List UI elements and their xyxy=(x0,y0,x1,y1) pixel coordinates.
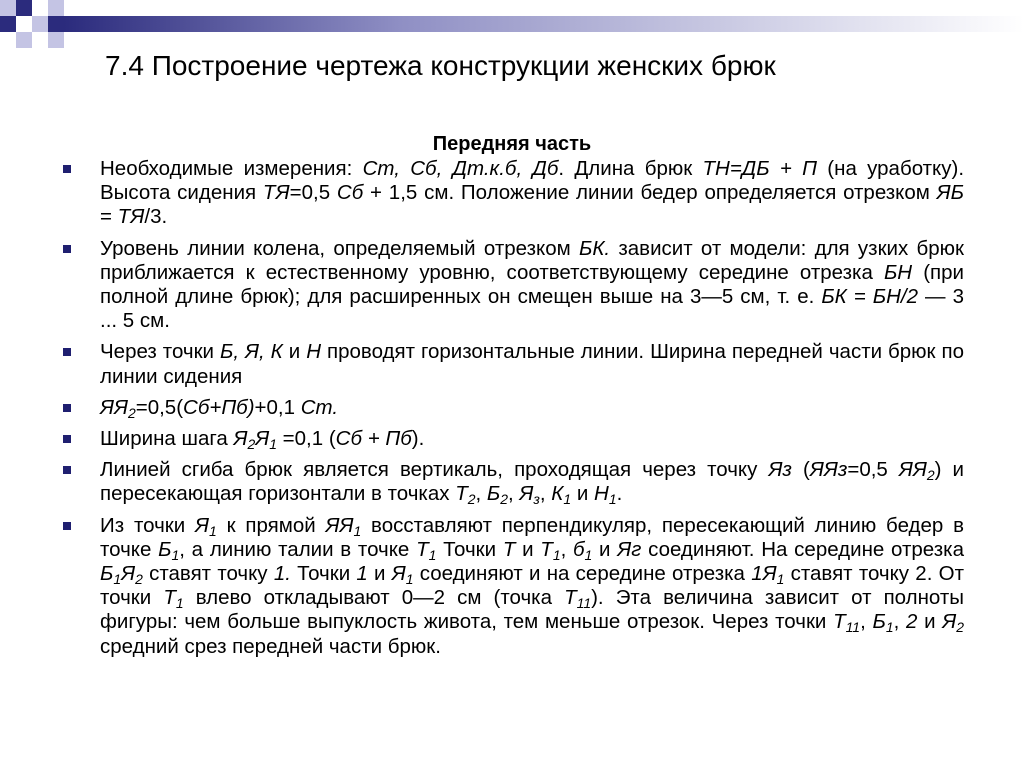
text-run: , а линию талии в точке xyxy=(179,537,417,561)
decor-square xyxy=(16,0,32,16)
subscript-run: 1 xyxy=(208,522,217,539)
text-run: и xyxy=(592,537,618,561)
text-run: Линией сгиба брюк является вертикаль, проходящая через точку xyxy=(100,458,769,482)
bullet-square-icon xyxy=(63,165,71,173)
bullet-item xyxy=(62,237,964,334)
text-run: Н xyxy=(306,340,322,364)
text-run: Я xyxy=(195,513,209,537)
text-run: . Длина брюк xyxy=(558,157,703,180)
text-run: ЯЯ xyxy=(325,513,354,537)
bullet-square-icon xyxy=(63,348,71,356)
text-run: соединяют. На середине отрезка xyxy=(641,537,964,561)
text-run: =0,5 xyxy=(289,181,337,205)
text-run: , xyxy=(475,482,487,506)
text-run: Ст. xyxy=(300,395,339,419)
text-run: Ст, Сб, Дт.к.б, Дб xyxy=(362,157,559,180)
text-run: Т xyxy=(833,610,846,634)
text-run: 2 xyxy=(905,610,918,634)
text-run: Т xyxy=(502,537,516,561)
bullet-square-icon xyxy=(63,404,71,412)
text-run: Сб+Пб) xyxy=(183,395,255,419)
text-run: ). xyxy=(411,427,425,451)
text-run: =0,1 ( xyxy=(276,427,336,451)
text-run: проводят горизонтальные линии. Ширина передней части брюк по линии сидения xyxy=(100,340,965,388)
text-run: ). Эта величина зависит от полноты фигуры: чем больше выпуклость живота, тем меньше отрезок. Через точки xyxy=(100,586,964,634)
text-run: ТЯ xyxy=(117,205,145,229)
text-run: Яг xyxy=(617,537,642,561)
decor-square xyxy=(0,0,16,16)
subscript-run: 2 xyxy=(247,435,256,452)
text-run: — 3 ... 5 см. xyxy=(100,285,964,333)
subscript-run: 2 xyxy=(926,467,935,484)
text-run: = xyxy=(100,205,118,229)
bullet-square-icon xyxy=(63,466,71,474)
text-run: соединяют и на середине отрезка xyxy=(413,562,752,586)
text-run: Т xyxy=(163,586,176,610)
text-run: 1Я xyxy=(751,562,777,586)
text-run: ТЯ xyxy=(262,181,290,205)
decor-square xyxy=(16,32,32,48)
text-run: Сб xyxy=(336,181,364,205)
text-run: ЯЯ xyxy=(898,458,927,482)
text-run: Б xyxy=(158,537,172,561)
subscript-run: 1 xyxy=(353,522,362,539)
text-run: ставят точку 2. От точки xyxy=(100,562,964,610)
subscript-run: 1 xyxy=(171,546,180,563)
header-gradient-bar xyxy=(64,16,1024,32)
text-run: . xyxy=(616,482,623,506)
text-run: БК = БН/2 xyxy=(821,285,919,309)
subscript-run: з xyxy=(533,491,540,508)
bullet-item xyxy=(62,157,964,230)
subscript-run: 1 xyxy=(405,570,414,587)
text-run: 1. xyxy=(273,562,291,586)
bullet-text xyxy=(100,514,964,659)
text-run: ( xyxy=(791,458,810,482)
text-run: влево откладывают 0—2 см (точка xyxy=(183,586,565,610)
slide-subtitle: Передняя часть xyxy=(432,133,592,155)
text-run: Я xyxy=(233,427,248,451)
text-run: (при полной длине брюк); для расширенных он смещен выше на 3—5 см, т. е. xyxy=(100,260,964,309)
bullet-text xyxy=(100,427,964,451)
subscript-run: 1 xyxy=(563,491,572,508)
subscript-run: 2 xyxy=(956,619,964,636)
text-run: и xyxy=(917,610,943,634)
decor-square xyxy=(0,16,16,32)
text-run: средний срез передней части брюк. xyxy=(100,634,441,658)
text-run: БН xyxy=(883,260,913,284)
bullet-item xyxy=(62,514,964,659)
text-run: Б, Я, К xyxy=(220,340,283,364)
text-run: ТН=ДБ + П xyxy=(702,157,817,180)
text-run: Необходимые измерения: xyxy=(100,157,363,180)
text-run: =0,5 xyxy=(847,458,899,482)
bullet-text xyxy=(100,237,964,334)
text-run: и xyxy=(282,340,307,364)
text-run: Б xyxy=(872,610,886,634)
subscript-run: 11 xyxy=(845,619,861,636)
text-run: б xyxy=(573,537,585,561)
text-run: и xyxy=(515,537,541,561)
text-run: , xyxy=(560,537,574,561)
bullet-item xyxy=(62,458,964,506)
text-run: =0,5( xyxy=(135,395,184,419)
text-run: ЯБ xyxy=(936,181,964,205)
text-run: Т xyxy=(564,586,577,610)
subscript-run: 2 xyxy=(135,570,143,587)
decor-square xyxy=(32,16,48,32)
text-run: Б xyxy=(486,482,501,506)
text-run: /3. xyxy=(144,205,168,229)
text-run: , xyxy=(508,482,520,506)
bullet-item xyxy=(62,427,964,451)
bullet-text xyxy=(100,396,964,420)
text-run: + 1,5 см. Положение линии бедер определяется отрезком xyxy=(363,181,937,205)
text-run: восставляют перпендикуляр, пересекающий линию бедер в точке xyxy=(100,513,964,561)
decor-square xyxy=(48,0,64,16)
text-run: ЯЯз xyxy=(809,458,848,482)
text-run: , xyxy=(860,610,873,634)
subscript-run: 1 xyxy=(428,546,437,563)
text-run: +0,1 xyxy=(254,395,301,419)
text-run: зависит от модели: для узких брюк приближается к естественному уровню, соответствующему середине отрезка xyxy=(100,236,964,284)
decor-square xyxy=(48,16,64,32)
text-run: БК. xyxy=(578,236,611,260)
bullet-item xyxy=(62,396,964,420)
bullet-text xyxy=(100,458,964,506)
text-run: Из точки xyxy=(100,513,195,537)
text-run: Я xyxy=(255,427,270,451)
subscript-run: 1 xyxy=(776,570,785,587)
subscript-run: 1 xyxy=(584,546,593,563)
subscript-run: 1 xyxy=(552,546,561,563)
subscript-run: 1 xyxy=(885,619,894,636)
text-run: Н xyxy=(594,482,609,506)
bullet-item xyxy=(62,340,964,388)
text-run: Я xyxy=(519,482,534,506)
text-run: Точки xyxy=(436,537,503,561)
subscript-run: 1 xyxy=(269,435,277,452)
subscript-run: 11 xyxy=(576,595,592,612)
text-run: ) и пересекающая горизонтали в точках xyxy=(100,458,964,506)
bullet-text xyxy=(100,340,964,388)
bullet-square-icon xyxy=(63,522,71,530)
bullet-list xyxy=(62,157,964,666)
text-run: К xyxy=(551,482,564,506)
subscript-run: 1 xyxy=(175,595,184,612)
subscript-run: 2 xyxy=(127,404,136,421)
text-run: Б xyxy=(100,562,114,586)
text-run: Уровень линии колена, определяемый отрезком xyxy=(100,236,579,260)
text-run: Яз xyxy=(768,458,792,482)
bullet-square-icon xyxy=(63,435,71,443)
text-run: Через точки xyxy=(100,340,220,364)
text-run: и xyxy=(571,482,594,506)
text-run: к прямой xyxy=(216,513,326,537)
text-run: Точки xyxy=(290,562,357,586)
text-run: , xyxy=(539,482,552,506)
subscript-run: 2 xyxy=(500,491,509,508)
bullet-text xyxy=(100,157,964,230)
text-run: Я xyxy=(391,562,406,586)
text-run: 1 xyxy=(356,562,368,586)
text-run: Т xyxy=(540,537,553,561)
text-run: Т xyxy=(416,537,429,561)
slide-title: 7.4 Построение чертежа конструкции женских брюк xyxy=(105,50,776,81)
text-run: Сб + Пб xyxy=(335,427,412,451)
text-run: Я xyxy=(121,562,136,586)
text-run: , xyxy=(893,610,906,634)
text-run: ЯЯ xyxy=(100,395,128,419)
subscript-run: 1 xyxy=(113,570,122,587)
text-run: Ширина шага xyxy=(100,427,234,451)
text-run: Т xyxy=(455,482,468,506)
text-run: ставят точку xyxy=(142,562,274,586)
text-run: (на уработку). Высота сидения xyxy=(100,157,965,205)
decor-square xyxy=(48,32,64,48)
bullet-square-icon xyxy=(63,245,71,253)
text-run: Я xyxy=(942,610,957,634)
subscript-run: 2 xyxy=(467,491,476,508)
text-run: и xyxy=(367,562,392,586)
subscript-run: 1 xyxy=(608,491,617,508)
